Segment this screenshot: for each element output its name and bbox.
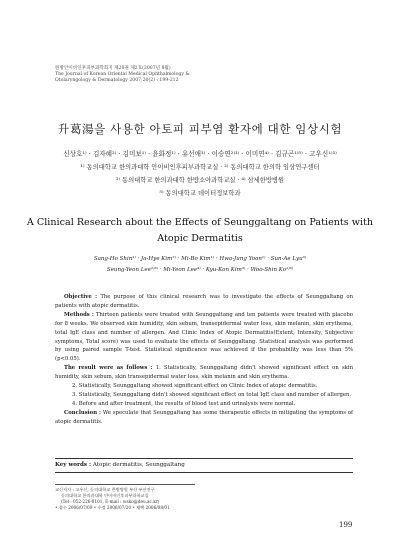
keywords-label: Key words : xyxy=(55,462,92,468)
korean-title: 升葛湯을 사용한 아토피 피부염 환자에 대한 임상시험 xyxy=(57,122,343,136)
journal-header-korean: 한방안이비인후피부과학회지 제20권 제2호(2007년 8월) xyxy=(55,66,171,71)
footnote-line-4: • 접수 2006/07/09 • 수정 2006/07/20 • 채택 2006/08/01 xyxy=(55,505,170,511)
abstract-objective xyxy=(55,293,353,311)
journal-header-english: The Journal of Korean Oriental Medical Ophthalmology & xyxy=(55,72,190,78)
abstract-methods xyxy=(55,311,353,364)
footnote-line-2: 동의대학교 한의과대학 안이비인후피부과학교실 xyxy=(61,493,149,499)
objective-text: The purpose of this clinical research was to investigate the effects of Seunggaltang on patients with atopic dermatitis. xyxy=(55,294,353,309)
korean-affiliation-3: ⁵⁾ 동의대학교 데이터정보학과 xyxy=(159,190,241,197)
page-number: 199 xyxy=(339,521,353,529)
abstract xyxy=(55,293,353,427)
conclusion-text: We speculate that Seunggaltang has some therapeutic effects in mitigating the symptoms of atopic dermatitis. xyxy=(55,409,353,425)
keywords-text: Atopic dermatitis, Seunggaltang xyxy=(91,462,185,468)
english-authors-line-2: Seung-Yeon Lee²⁾³⁾ · Mi-Yeon Lee⁴⁾ · Kyu-Kon Kim⁵⁾ · Woo-Shin Ko¹⁾³⁾ xyxy=(106,267,294,273)
abstract-results-heading xyxy=(55,364,353,382)
journal-header-citation: Otolaryngology & Dermatology 2007;20(2) : 199-212 xyxy=(55,78,179,84)
journal-header xyxy=(55,66,189,85)
abstract-conclusion xyxy=(55,409,353,427)
result-item-2: 2. Statistically, Seunggaltang showed significant effect on Clinic Index of atopic dermatitis. xyxy=(72,383,318,390)
korean-affiliation-1: ¹⁾ 동의대학교 한의과대학 안이비인후피부과학교실 · ²⁾ 동의대학교 한의학 임상연구센터 xyxy=(80,164,320,171)
objective-label: Objective : xyxy=(64,294,98,300)
methods-label: Methods : xyxy=(64,311,94,318)
korean-affiliation-2: ³⁾ 동의대학교 한의과대학 한방소아과학교실 · ⁴⁾ 삼세한방병원 xyxy=(115,177,285,184)
corresponding-author-footnote xyxy=(55,484,195,511)
english-title-line-1: A Clinical Research about the Effects of Seunggaltang on Patients with xyxy=(26,217,374,228)
results-label: The result were as follows : xyxy=(64,365,153,372)
footnote-line-3: (Tel : 052-226-8101, E-mail : wsko@deu.ac.kr) xyxy=(61,499,160,505)
english-title-line-2: Atopic Dermatitis xyxy=(157,233,243,244)
conclusion-label: Conclusion : xyxy=(64,409,102,416)
korean-authors: 신상호¹⁾ · 김자혜²⁾ · 김미보¹⁾ · 윤화정¹⁾ · 유선애³⁾ · 이승연²⁾³⁾ · 이미연⁴⁾ · 김규곤¹⁾⁵⁾ · 고우신¹⁾³⁾ xyxy=(63,150,337,158)
result-item-1: 1. Statistically, Seunggaltang didn't showed significant effect on skin humidity, skin sebum, skin transepidermal water loss, skin melanin and skin erythema. xyxy=(55,365,353,381)
keywords-box xyxy=(55,458,353,473)
english-authors-line-1: Sang-Ho Shin¹⁾ · Ja-Hye Kim²⁾ · Mi-Bo Kim¹⁾ · Hwa-Jung Yoon¹⁾ · Sun-Ae Lyu³⁾ xyxy=(93,256,307,262)
methods-text: Thirteen patients were treated with Seunggaltang and ten patients were treated with placebo for 8 weeks. We observed skin humidity, skin sebum, transepidermal water loss, skin melanin, skin erythema, total IgE class and number of allergen. And Clinic Index of Atopic Dermatitis(Extent, Intensity, Subjective symptoms, Total score) was used to evaluate the effects of Seunggaltang. Statistical analysis was performed by using paired sample T-test. Statistical significance was achieved if the probability was less than 5%(p<0.05). xyxy=(55,311,353,363)
footnote-line-1: 교신저자 : 고우신, 동의대학교 한방병원 부산 부산진구 xyxy=(55,487,155,492)
result-item-4: 4. Before and after treatment, the results of blood test and urinalysis were normal. xyxy=(72,400,296,407)
result-item-3: 3. Statistically, Seunggaltang didn't showed significant effect on total IgE class and number of allergen. xyxy=(72,391,352,398)
